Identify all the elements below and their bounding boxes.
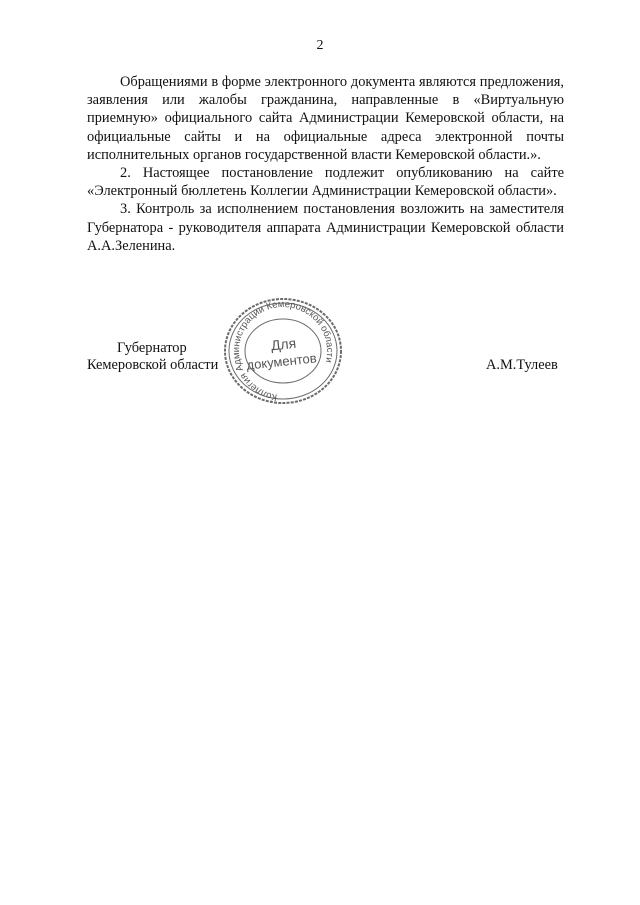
paragraph-electronic-appeals: Обращениями в форме электронного документа являются предложения, заявления или жалобы гражданина, направленные в «Виртуальную приемную» официального сайта Администрации Кемеровской области, на официальные сайты и на официальные адреса электронной почты исполнительных органов государственной власти Кемеровской области.». (87, 74, 564, 163)
stamp-ring-text: Коллегия Администрации Кемеровской области (230, 298, 336, 403)
signatory-region: Кемеровской области (87, 357, 219, 373)
signatory-title: Губернатор (117, 340, 187, 356)
signatory-name: А.М.Тулеев (486, 357, 558, 373)
stamp-center-line2: документов (245, 350, 318, 373)
paragraph-publication: 2. Настоящее постановление подлежит опубликованию на сайте «Электронный бюллетень Коллегии Администрации Кемеровской области». (87, 165, 564, 200)
document-body (87, 73, 564, 255)
stamp-center-line1: Для (270, 334, 297, 354)
page-number: 2 (316, 38, 324, 53)
official-stamp (218, 298, 348, 408)
paragraph-control: 3. Контроль за исполнением постановления возложить на заместителя Губернатора - руководителя аппарата Администрации Кемеровской области А.А.Зеленина. (87, 201, 564, 254)
